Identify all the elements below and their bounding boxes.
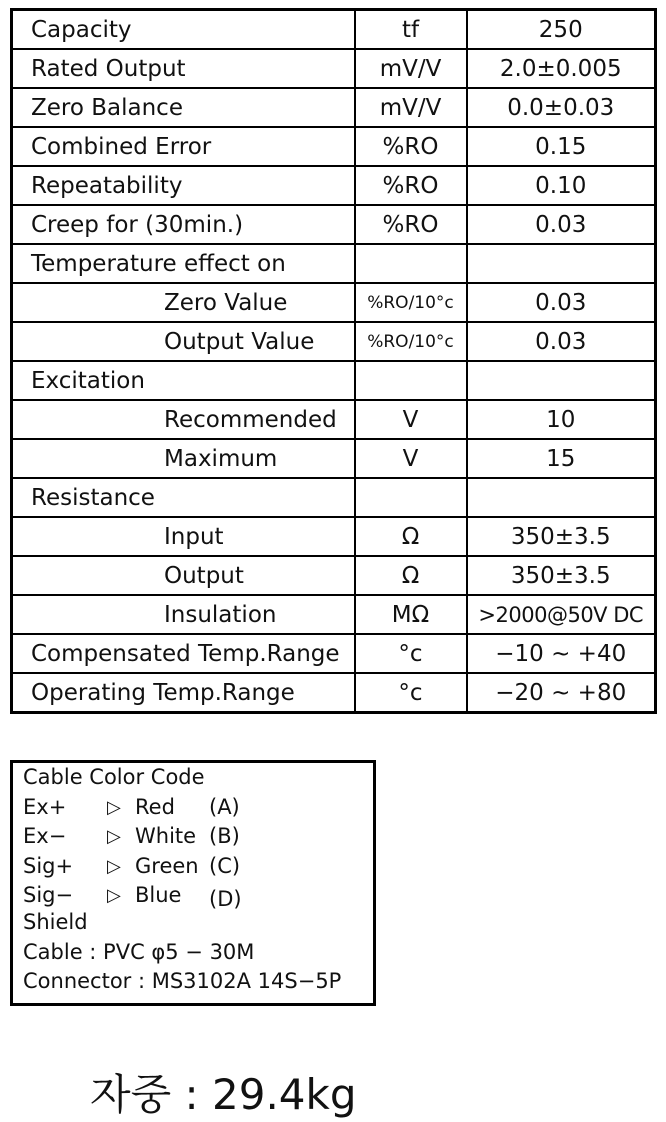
wire-color: White [135, 824, 197, 848]
connector-spec: Connector : MS3102A 14S−5P [23, 969, 342, 993]
spec-row [12, 283, 656, 322]
spec-value: 15 [467, 439, 656, 478]
spec-value: 250 [467, 10, 656, 50]
spec-unit: mV/V [355, 49, 467, 88]
wire-letter: (B) [209, 824, 240, 848]
spec-value [467, 361, 656, 400]
spec-unit: Ω [355, 556, 467, 595]
spec-value: 0.10 [467, 166, 656, 205]
spec-value: 0.0±0.03 [467, 88, 656, 127]
wire-letter: (C) [209, 854, 241, 878]
weight-label: 자중 : 29.4kg [90, 1070, 357, 1119]
spec-param: Maximum [12, 439, 355, 478]
cable-color-code-box [10, 760, 376, 1006]
spec-unit: %RO/10°c [355, 283, 467, 322]
spec-value: 2.0±0.005 [467, 49, 656, 88]
spec-row [12, 400, 656, 439]
wire-letter: (D) [209, 887, 242, 911]
wire-row [23, 824, 363, 852]
spec-row [12, 634, 656, 673]
wire-row [23, 883, 363, 911]
triangle-arrow-icon: ▷ [107, 797, 121, 818]
spec-unit: °c [355, 673, 467, 713]
spec-param: Excitation [12, 361, 355, 400]
spec-unit: %RO [355, 205, 467, 244]
spec-value: 0.03 [467, 283, 656, 322]
wire-code: Ex+ [23, 795, 67, 819]
spec-value: −10 ∼ +40 [467, 634, 656, 673]
spec-row [12, 10, 656, 50]
spec-param: Creep for (30min.) [12, 205, 355, 244]
spec-value: 10 [467, 400, 656, 439]
wire-row [23, 854, 363, 882]
spec-value: >2000@50V DC [467, 595, 656, 634]
spec-value: 0.03 [467, 322, 656, 361]
spec-param: Temperature effect on [12, 244, 355, 283]
wire-color: Blue [135, 883, 182, 907]
triangle-arrow-icon: ▷ [107, 826, 121, 847]
spec-unit: MΩ [355, 595, 467, 634]
spec-param: Resistance [12, 478, 355, 517]
spec-row [12, 673, 656, 713]
spec-row [12, 595, 656, 634]
spec-row [12, 322, 656, 361]
spec-row [12, 556, 656, 595]
spec-row [12, 88, 656, 127]
spec-param: Input [12, 517, 355, 556]
spec-value: 350±3.5 [467, 517, 656, 556]
spec-unit [355, 361, 467, 400]
spec-param: Rated Output [12, 49, 355, 88]
spec-unit: %RO [355, 166, 467, 205]
spec-value: 0.15 [467, 127, 656, 166]
spec-unit: tf [355, 10, 467, 50]
wire-code: Sig− [23, 883, 74, 907]
spec-value [467, 244, 656, 283]
spec-unit: mV/V [355, 88, 467, 127]
wire-code: Sig+ [23, 854, 74, 878]
spec-row [12, 127, 656, 166]
spec-param: Repeatability [12, 166, 355, 205]
spec-param: Zero Balance [12, 88, 355, 127]
spec-table-body [12, 10, 656, 713]
shield-label: Shield [23, 910, 88, 934]
spec-value: −20 ∼ +80 [467, 673, 656, 713]
wire-row [23, 795, 363, 823]
spec-row [12, 244, 656, 283]
spec-row [12, 361, 656, 400]
spec-param: Output Value [12, 322, 355, 361]
wire-code: Ex− [23, 824, 67, 848]
cable-spec: Cable : PVC φ5 − 30M [23, 940, 255, 964]
spec-unit [355, 478, 467, 517]
triangle-arrow-icon: ▷ [107, 885, 121, 906]
spec-unit: °c [355, 634, 467, 673]
spec-row [12, 517, 656, 556]
spec-param: Compensated Temp.Range [12, 634, 355, 673]
spec-unit: V [355, 400, 467, 439]
spec-row [12, 166, 656, 205]
spec-row [12, 478, 656, 517]
spec-row [12, 439, 656, 478]
spec-param: Combined Error [12, 127, 355, 166]
spec-param: Output [12, 556, 355, 595]
wire-color: Green [135, 854, 199, 878]
spec-unit [355, 244, 467, 283]
spec-param: Insulation [12, 595, 355, 634]
wire-letter: (A) [209, 795, 240, 819]
spec-param: Recommended [12, 400, 355, 439]
spec-param: Zero Value [12, 283, 355, 322]
spec-unit: V [355, 439, 467, 478]
spec-value: 350±3.5 [467, 556, 656, 595]
spec-row [12, 49, 656, 88]
spec-value: 0.03 [467, 205, 656, 244]
triangle-arrow-icon: ▷ [107, 856, 121, 877]
wire-color: Red [135, 795, 175, 819]
cable-title: Cable Color Code [23, 765, 205, 789]
spec-unit: %RO/10°c [355, 322, 467, 361]
spec-value [467, 478, 656, 517]
spec-param: Operating Temp.Range [12, 673, 355, 713]
spec-unit: Ω [355, 517, 467, 556]
spec-row [12, 205, 656, 244]
spec-param: Capacity [12, 10, 355, 50]
spec-unit: %RO [355, 127, 467, 166]
spec-table [10, 8, 657, 714]
